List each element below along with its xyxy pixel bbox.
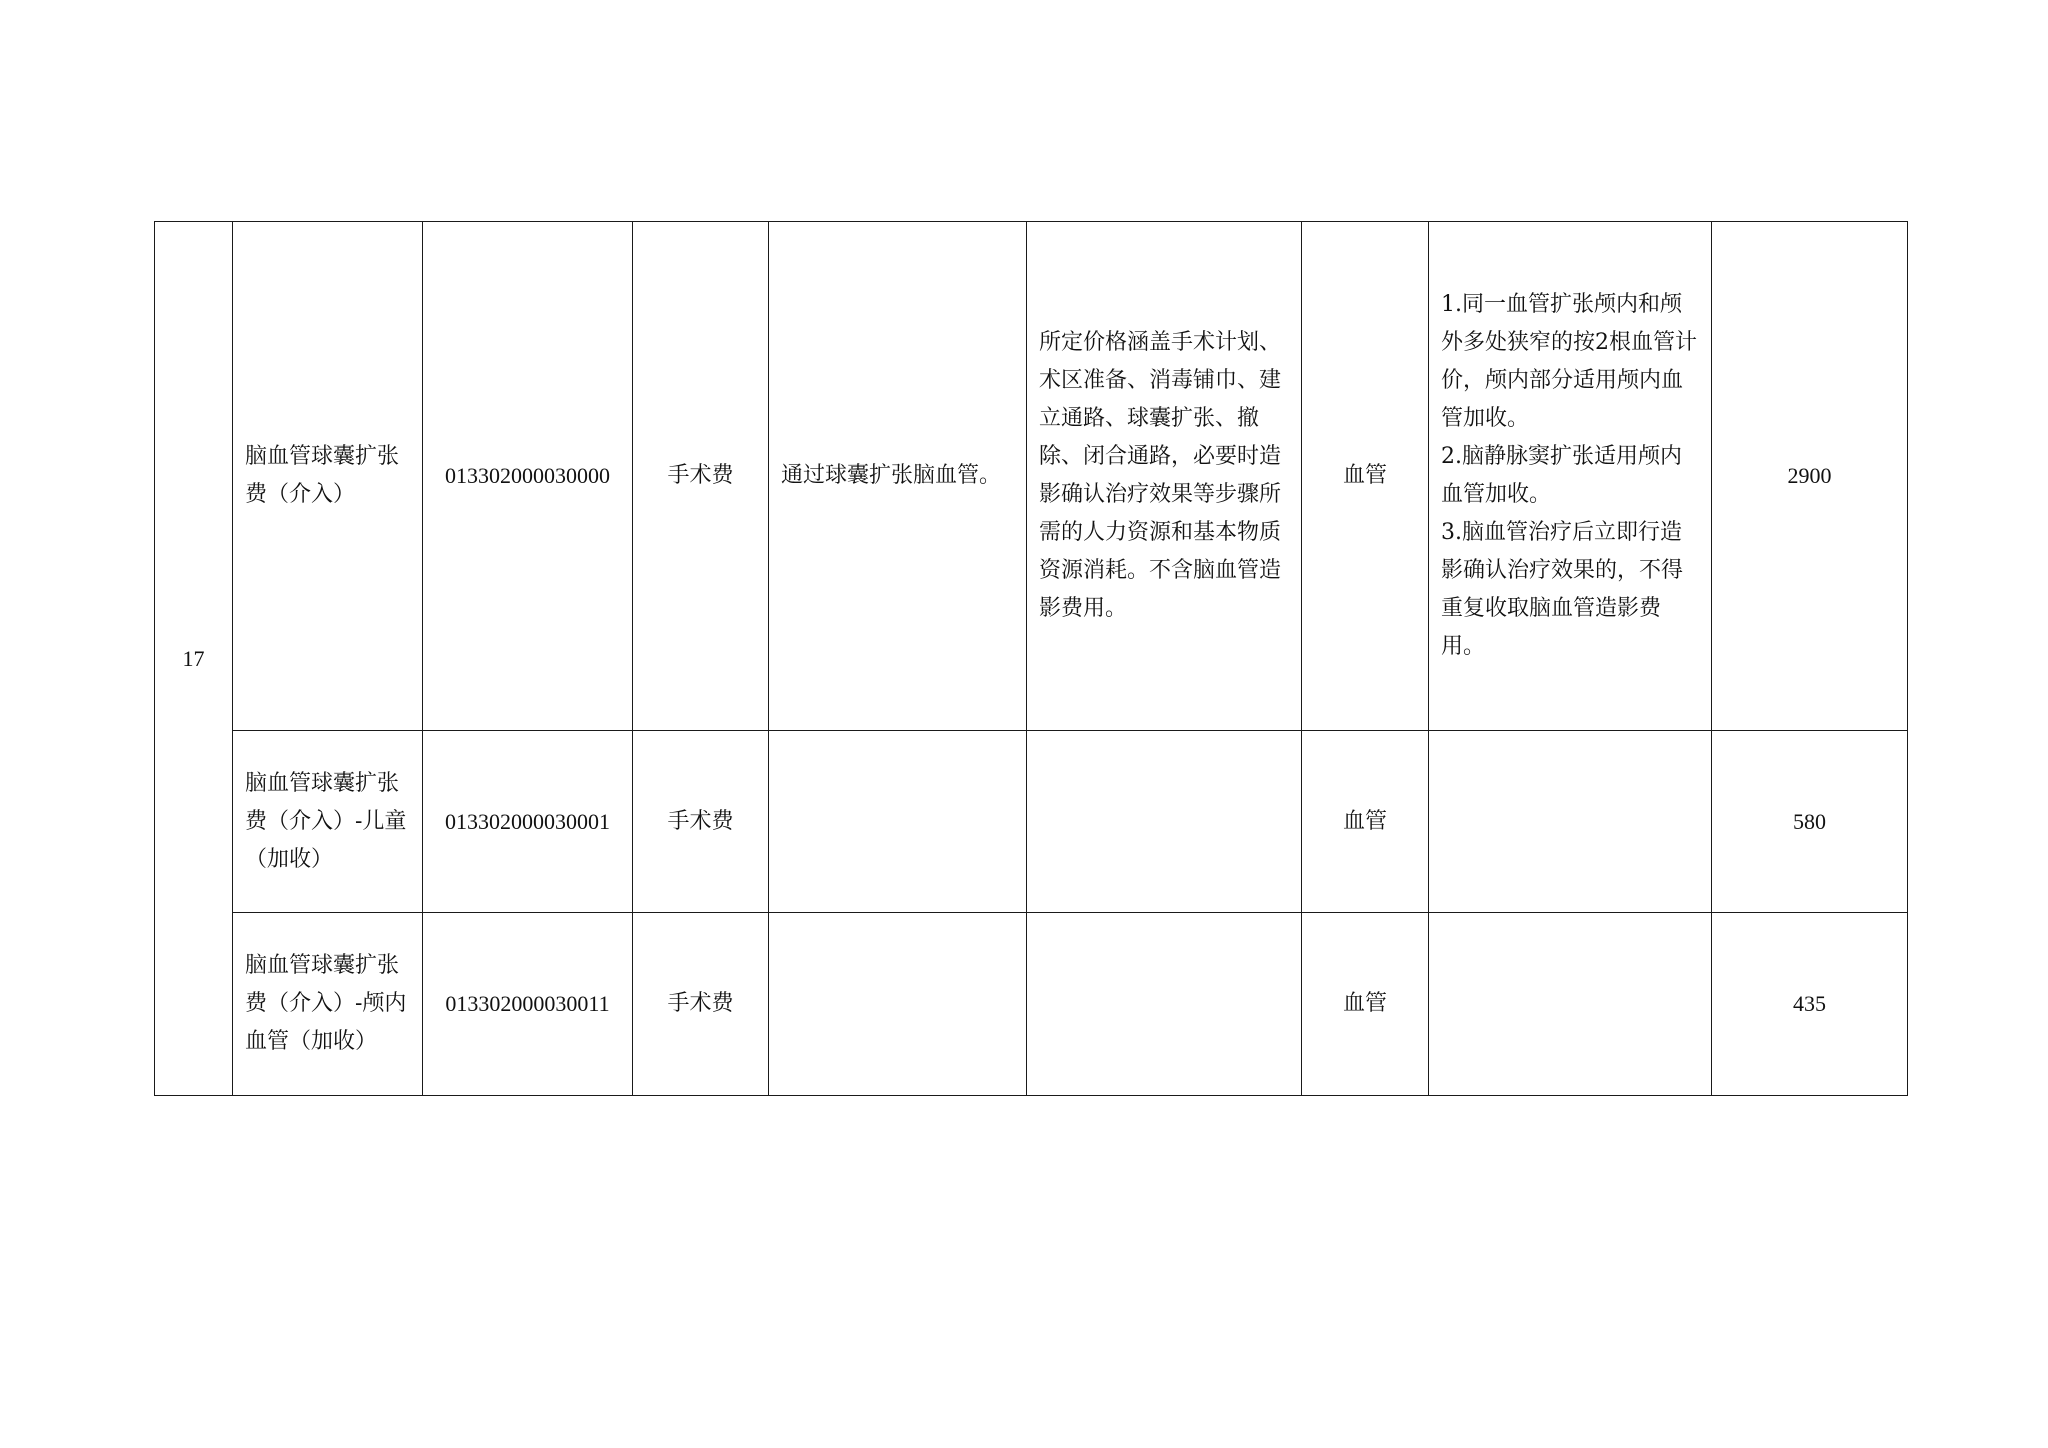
note-line: 1.同一血管扩张颅内和颅外多处狭窄的按2根血管计价，颅内部分适用颅内血管加收。 [1441,292,1697,431]
group-number-cell: 17 [155,222,233,1096]
price-scope-cell: 所定价格涵盖手术计划、术区准备、消毒铺巾、建立通路、球囊扩张、撤除、闭合通路，必要时造影确认治疗效果等步骤所需的人力资源和基本物质资源消耗。不含脑血管造影费用。 [1027,222,1302,731]
notes-cell [1429,731,1712,913]
item-name-cell: 脑血管球囊扩张费（介入）-儿童（加收） [233,731,423,913]
pricing-table [154,221,1908,1096]
connotation-cell: 通过球囊扩张脑血管。 [769,222,1027,731]
price-scope-cell [1027,731,1302,913]
price-scope-cell [1027,913,1302,1096]
item-code-cell: 013302000030000 [423,222,633,731]
fee-category-cell: 手术费 [633,913,769,1096]
notes-cell [1429,222,1712,731]
fee-category-cell: 手术费 [633,731,769,913]
note-line: 2.脑静脉窦扩张适用颅内血管加收。 [1441,444,1682,507]
item-name-cell: 脑血管球囊扩张费（介入） [233,222,423,731]
table-row [155,731,1908,913]
fee-category-cell: 手术费 [633,222,769,731]
table-row [155,913,1908,1096]
connotation-cell [769,913,1027,1096]
notes-cell [1429,913,1712,1096]
pricing-unit-cell: 血管 [1302,731,1429,913]
item-code-cell: 013302000030001 [423,731,633,913]
price-cell: 580 [1712,731,1908,913]
table-row [155,222,1908,731]
item-code-cell: 013302000030011 [423,913,633,1096]
pricing-unit-cell: 血管 [1302,913,1429,1096]
pricing-unit-cell: 血管 [1302,222,1429,731]
price-cell: 435 [1712,913,1908,1096]
note-line: 3.脑血管治疗后立即行造影确认治疗效果的，不得重复收取脑血管造影费用。 [1441,520,1684,659]
item-name-cell: 脑血管球囊扩张费（介入）-颅内血管（加收） [233,913,423,1096]
connotation-cell [769,731,1027,913]
price-cell: 2900 [1712,222,1908,731]
